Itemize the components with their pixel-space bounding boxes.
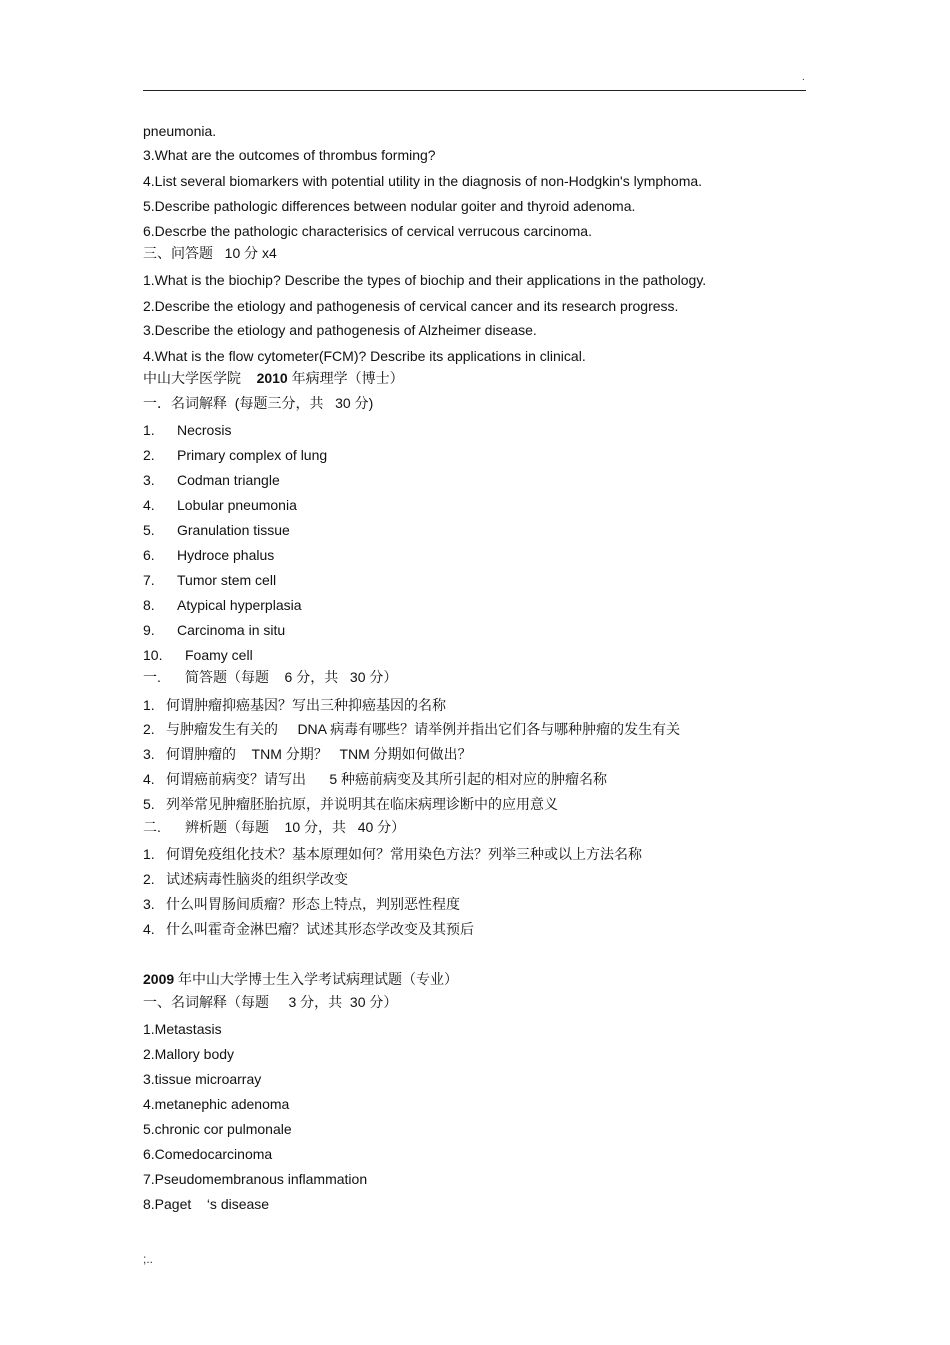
list-item: 4. Lobular pneumonia	[143, 497, 297, 513]
section-heading: 三、问答题 10 分 x4	[143, 245, 277, 261]
list-item: 9. Carcinoma in situ	[143, 622, 286, 638]
exam-title-2009: 2009 年中山大学博士生入学考试病理试题（专业）	[143, 971, 459, 987]
text-line: 5.Describe pathologic differences between nodular goiter and thyroid adenoma.	[143, 198, 636, 214]
list-item: 5. Granulation tissue	[143, 522, 290, 538]
list-item: 8. Atypical hyperplasia	[143, 597, 302, 613]
question-line: 3.Describe the etiology and pathogenesis of Alzheimer disease.	[143, 322, 537, 338]
text-line: 4.List several biomarkers with potential utility in the diagnosis of non-Hodgkin's lymphoma.	[143, 173, 703, 189]
section-heading: 二. 辨析题（每题 10 分，共 40 分）	[143, 819, 406, 835]
list-item: 7.Pseudomembranous inflammation	[143, 1171, 368, 1187]
list-item: 7. Tumor stem cell	[143, 572, 277, 588]
list-item: 8.Paget ‘s disease	[143, 1196, 270, 1212]
section-heading: 一. 简答题（每题 6 分，共 30 分）	[143, 669, 398, 685]
list-item: 2. 与肿瘤发生有关的 DNA 病毒有哪些？请举例并指出它们各与哪种肿瘤的发生有关	[143, 721, 681, 737]
list-item: 1. 何谓肿瘤抑癌基因？写出三种抑癌基因的名称	[143, 697, 446, 713]
list-item: 3. 什么叫胃肠间质瘤？形态上特点，判别恶性程度	[143, 896, 460, 912]
exam-title-2010: 中山大学医学院 2010 年病理学（博士）	[143, 370, 404, 386]
list-item: 10. Foamy cell	[143, 647, 253, 663]
list-item: 3.tissue microarray	[143, 1071, 262, 1087]
text-line: 3.What are the outcomes of thrombus forming?	[143, 147, 436, 163]
list-item: 5. 列举常见肿瘤胚胎抗原，并说明其在临床病理诊断中的应用意义	[143, 796, 558, 812]
header-rule	[143, 90, 806, 91]
question-line: 2.Describe the etiology and pathogenesis of cervical cancer and its research progress.	[143, 298, 679, 314]
list-item: 3. Codman triangle	[143, 472, 280, 488]
section-heading: 一、名词解释（每题 3 分，共 30 分）	[143, 994, 398, 1010]
list-item: 4. 何谓癌前病变？请写出 5 种癌前病变及其所引起的相对应的肿瘤名称	[143, 771, 608, 787]
text-line: 6.Descrbe the pathologic characterisics of cervical verrucous carcinoma.	[143, 223, 592, 239]
question-line: 1.What is the biochip? Describe the types of biochip and their applications in the pathology.	[143, 272, 707, 288]
list-item: 1.Metastasis	[143, 1021, 222, 1037]
list-item: 3. 何谓肿瘤的 TNM 分期？ TNM 分期如何做出？	[143, 746, 472, 762]
text-line: pneumonia.	[143, 123, 217, 139]
list-item: 2. 试述病毒性脑炎的组织学改变	[143, 871, 348, 887]
list-item: 2.Mallory body	[143, 1046, 235, 1062]
page-mark: .	[802, 72, 805, 83]
question-line: 4.What is the flow cytometer(FCM)? Describe its applications in clinical.	[143, 348, 586, 364]
list-item: 4.metanephic adenoma	[143, 1096, 290, 1112]
list-item: 6. Hydroce phalus	[143, 547, 275, 563]
section-heading: 一．名词解释 (每题三分，共 30 分)	[143, 395, 374, 411]
list-item: 5.chronic cor pulmonale	[143, 1121, 292, 1137]
list-item: 4. 什么叫霍奇金淋巴瘤？试述其形态学改变及其预后	[143, 921, 474, 937]
page-footer-mark: ;..	[143, 1252, 154, 1266]
list-item: 6.Comedocarcinoma	[143, 1146, 273, 1162]
list-item: 1. Necrosis	[143, 422, 232, 438]
list-item: 2. Primary complex of lung	[143, 447, 328, 463]
list-item: 1. 何谓免疫组化技术？基本原理如何？常用染色方法？列举三种或以上方法名称	[143, 846, 642, 862]
